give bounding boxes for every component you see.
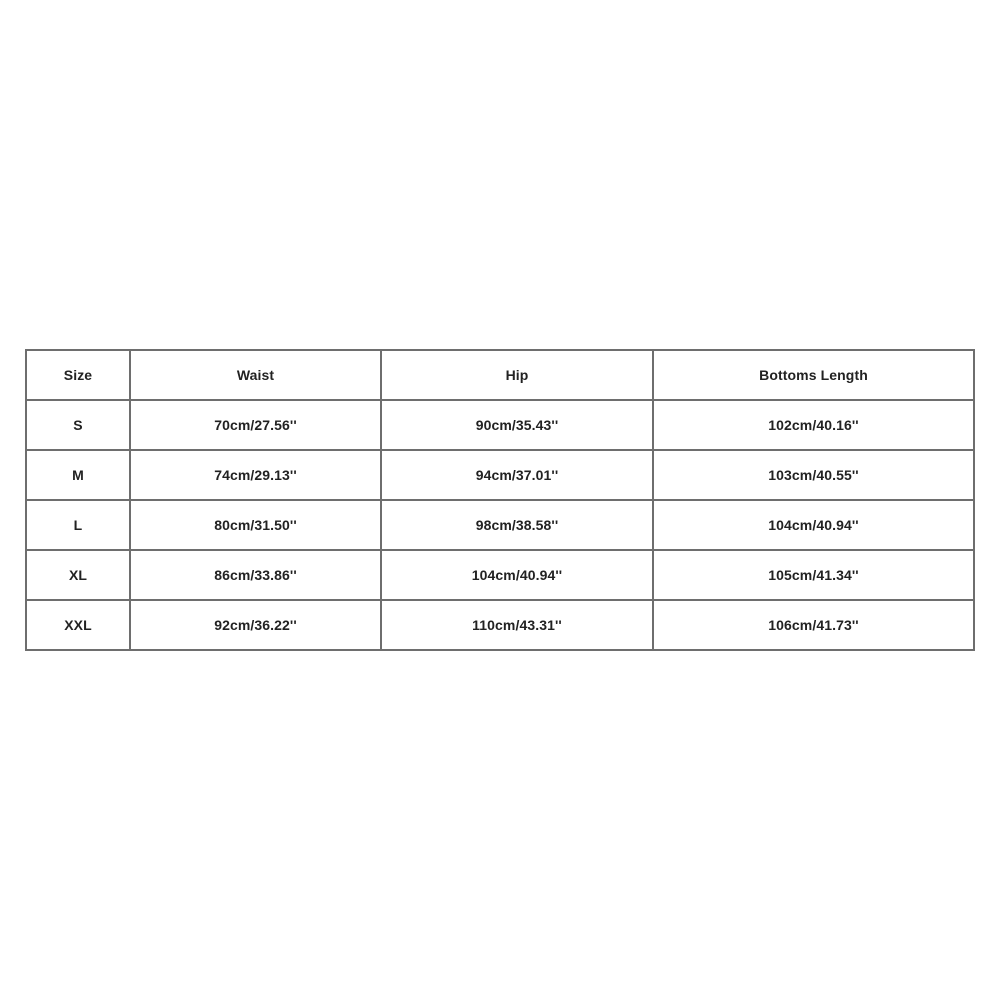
header-hip: Hip	[381, 350, 653, 400]
header-bottoms-length: Bottoms Length	[653, 350, 974, 400]
table-row	[26, 400, 974, 450]
table-row	[26, 600, 974, 650]
cell-hip: 90cm/35.43''	[381, 400, 653, 450]
header-waist: Waist	[130, 350, 381, 400]
cell-bottoms-length: 103cm/40.55''	[653, 450, 974, 500]
cell-size: XXL	[26, 600, 130, 650]
cell-bottoms-length: 105cm/41.34''	[653, 550, 974, 600]
cell-waist: 70cm/27.56''	[130, 400, 381, 450]
size-chart-table	[25, 349, 975, 651]
cell-bottoms-length: 102cm/40.16''	[653, 400, 974, 450]
cell-waist: 86cm/33.86''	[130, 550, 381, 600]
cell-bottoms-length: 106cm/41.73''	[653, 600, 974, 650]
cell-waist: 74cm/29.13''	[130, 450, 381, 500]
cell-hip: 94cm/37.01''	[381, 450, 653, 500]
table-row	[26, 550, 974, 600]
header-size: Size	[26, 350, 130, 400]
cell-size: XL	[26, 550, 130, 600]
cell-waist: 80cm/31.50''	[130, 500, 381, 550]
cell-size: L	[26, 500, 130, 550]
cell-waist: 92cm/36.22''	[130, 600, 381, 650]
cell-hip: 98cm/38.58''	[381, 500, 653, 550]
table-row	[26, 500, 974, 550]
cell-size: S	[26, 400, 130, 450]
cell-size: M	[26, 450, 130, 500]
cell-bottoms-length: 104cm/40.94''	[653, 500, 974, 550]
table-row	[26, 450, 974, 500]
cell-hip: 110cm/43.31''	[381, 600, 653, 650]
cell-hip: 104cm/40.94''	[381, 550, 653, 600]
table-header-row	[26, 350, 974, 400]
